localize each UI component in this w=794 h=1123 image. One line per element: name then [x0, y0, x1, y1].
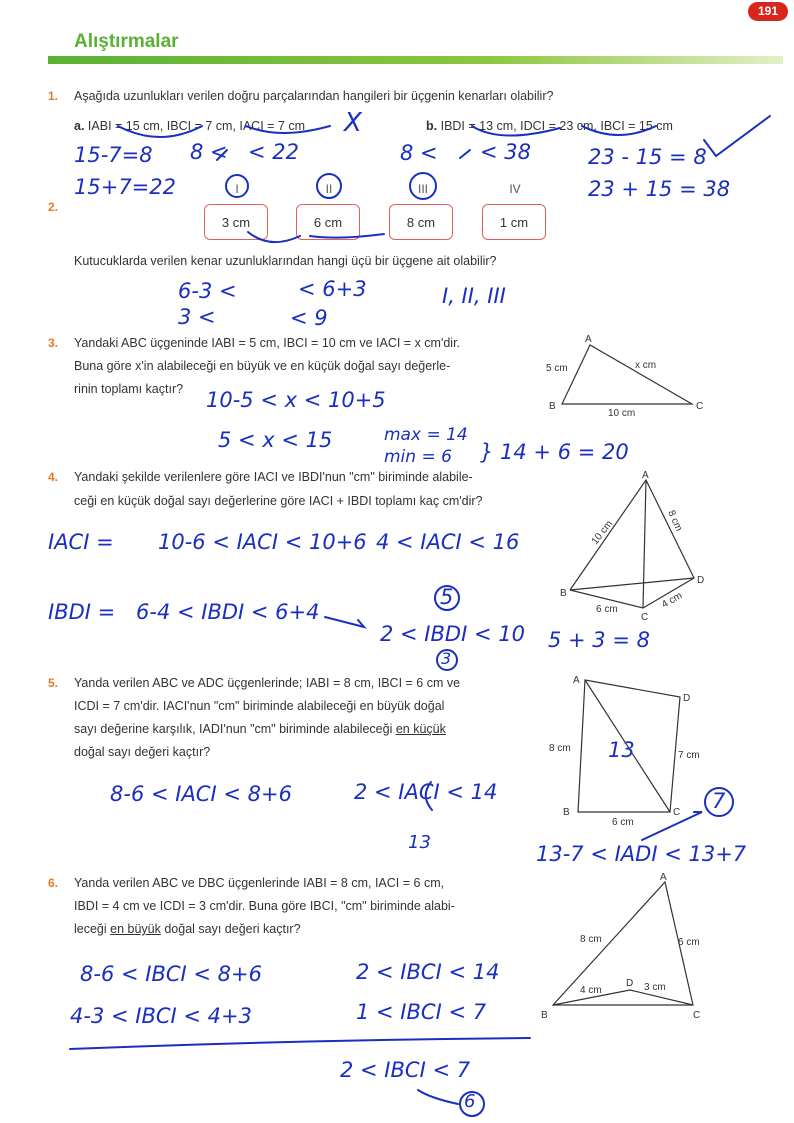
- figure-q3-triangle: [546, 334, 703, 419]
- handwritten-37: 1 < IBCI < 7: [356, 1000, 487, 1024]
- ink-arc-b1: [472, 126, 560, 136]
- question-number-1: 1.: [48, 89, 59, 103]
- q3-vertex-b: B: [549, 401, 556, 412]
- question-6-line-3-text: leceği: [74, 922, 111, 936]
- q3-vertex-a: A: [585, 334, 592, 345]
- q4-vertex-b: B: [560, 588, 567, 599]
- box-roman-3: III: [417, 182, 428, 196]
- q5-side-bc: 6 cm: [612, 817, 634, 828]
- page-number-badge: 191: [748, 2, 788, 21]
- question-number-3: 3.: [48, 336, 59, 350]
- length-box-4: 1 cm: [482, 204, 546, 240]
- emphasis-en-kucuk: en küçük: [395, 722, 446, 736]
- ink-arc-a1: [118, 126, 202, 137]
- handwritten-18: } 14 + 6 = 20: [480, 440, 629, 464]
- question-number-4: 4.: [48, 470, 59, 484]
- handwritten-13: I, II, III: [442, 284, 506, 308]
- q5-vertex-d: D: [683, 693, 691, 704]
- ink-arc-q2a: [248, 232, 300, 242]
- box-roman-1: I: [235, 182, 239, 196]
- handwritten-25: 2 < IBDI < 10: [380, 622, 525, 646]
- handwritten-12: < 9: [290, 306, 328, 330]
- handwritten-34: 8-6 < IBCI < 8+6: [80, 962, 262, 986]
- handwritten-9: 6-3 <: [178, 279, 237, 303]
- handwritten-11: 3 <: [178, 305, 216, 329]
- length-box-1: 3 cm: [204, 204, 268, 240]
- handwritten-3: < 22: [248, 140, 299, 164]
- q4-segment-ac: [643, 480, 646, 608]
- handwritten-31: 13: [608, 738, 635, 762]
- question-3-line-3: rinin toplamı kaçtır?: [74, 382, 184, 396]
- handwritten-17: min = 6: [384, 447, 452, 467]
- ink-arc-a2: [246, 126, 330, 133]
- handwritten-19: IACI =: [48, 530, 114, 554]
- q6-vertex-a: A: [660, 872, 667, 883]
- q3-side-ac: x cm: [635, 360, 657, 371]
- handwritten-6: < 38: [480, 140, 531, 164]
- ink-circle-ii: [317, 174, 341, 198]
- question-5-line-2: ICDI = 7 cm'dir. IACI'nun "cm" biriminde alabileceği en büyük doğal: [74, 699, 445, 713]
- handwritten-36: 4-3 < IBCI < 4+3: [70, 1004, 252, 1028]
- ink-arc-q2b: [310, 234, 384, 238]
- question-5-line-1: Yanda verilen ABC ve ADC üçgenlerinde; IABI = 8 cm, IBCI = 6 cm ve: [74, 676, 461, 690]
- handwritten-35: 2 < IBCI < 14: [356, 960, 500, 984]
- handwritten-27: 5 + 3 = 8: [548, 628, 650, 652]
- handwritten-30: 13: [408, 832, 431, 853]
- question-number-6: 6.: [48, 876, 59, 890]
- handwritten-32: 13-7 < IADI < 13+7: [536, 842, 747, 866]
- question-6-line-1: Yanda verilen ABC ve DBC üçgenlerinde IABI = 8 cm, IACI = 6 cm,: [74, 876, 445, 890]
- figure-q4: [560, 470, 704, 623]
- handwritten-21: 4 < IACI < 16: [376, 530, 520, 554]
- emphasis-en-buyuk: en büyük: [110, 922, 161, 936]
- q4-vertex-c: C: [641, 612, 649, 623]
- question-4-line-1: Yandaki şekilde verilenlere göre IACI ve IBDI'nun "cm" biriminde alabile-: [74, 470, 473, 484]
- handwritten-16: max = 14: [384, 425, 468, 445]
- handwritten-8: 23 + 15 = 38: [588, 177, 731, 201]
- q4-segment-bd: [570, 578, 694, 590]
- ink-arrow-2: [460, 150, 470, 158]
- question-5-line-4: doğal sayı değeri kaçtır?: [74, 745, 211, 759]
- q6-side-ab: 8 cm: [580, 934, 602, 945]
- handwritten-20: 10-6 < IACI < 10+6: [158, 530, 367, 554]
- handwritten-24: 6-4 < IBDI < 6+4: [136, 600, 320, 624]
- q3-side-ab: 5 cm: [546, 363, 568, 374]
- q6-vertex-b: B: [541, 1010, 548, 1021]
- handwritten-15: 5 < x < 15: [218, 428, 333, 452]
- q4-side-cd: 4 cm: [660, 590, 685, 611]
- box-roman-2: II: [325, 182, 333, 196]
- q4-side-ab: 10 cm: [589, 518, 616, 547]
- question-4-line-2: ceği en küçük doğal sayı değerlerine göre IACI + IBDI toplamı kaç cm'dir?: [74, 494, 483, 508]
- box-roman-4: IV: [509, 182, 521, 196]
- handwritten-38: 2 < IBCI < 7: [340, 1058, 471, 1082]
- ink-circle-iii: [410, 173, 436, 199]
- question-number-5: 5.: [48, 676, 59, 690]
- length-box-2: 6 cm: [296, 204, 360, 240]
- q4-side-bc: 6 cm: [596, 604, 618, 615]
- question-3-line-1: Yandaki ABC üçgeninde IABI = 5 cm, IBCI = 10 cm ve IACI = x cm'dir.: [74, 336, 461, 350]
- q6-side-ac: 6 cm: [678, 937, 700, 948]
- handwritten-5: 8 <: [400, 141, 438, 165]
- option-a-text: IABI = 15 cm, IBCI = 7 cm, IACI = 7 cm: [87, 119, 306, 133]
- q6-side-bd: 4 cm: [580, 985, 602, 996]
- handwritten-2: 8 <: [190, 140, 228, 164]
- handwritten-4: 15+7=22: [74, 175, 176, 199]
- ink-underline-q6: [70, 1038, 530, 1049]
- q4-vertex-d: D: [697, 575, 705, 586]
- q6-vertex-c: C: [693, 1010, 701, 1021]
- handwritten-33: 7: [712, 789, 726, 813]
- q5-vertex-c: C: [673, 807, 681, 818]
- section-title: Alıştırmalar: [74, 31, 179, 52]
- figure-q6: [541, 872, 700, 1021]
- handwritten-7: 23 - 15 = 8: [588, 145, 707, 169]
- option-b-label: b.: [426, 119, 438, 133]
- q4-side-ad: 8 cm: [665, 508, 685, 534]
- q5-side-cd: 7 cm: [678, 750, 700, 761]
- q5-vertex-b: B: [563, 807, 570, 818]
- ink-arrow-q5: [642, 812, 702, 840]
- q6-side-dc: 3 cm: [644, 982, 666, 993]
- option-a-label: a.: [74, 119, 85, 133]
- ink-checkmark: [704, 116, 770, 156]
- handwritten-23: IBDI =: [48, 600, 116, 624]
- ink-circle-i: [226, 175, 248, 197]
- q6-vertex-d: D: [626, 978, 634, 989]
- q3-triangle-shape: [562, 345, 692, 404]
- q4-vertex-a: A: [642, 470, 649, 481]
- handwritten-28: 8-6 < IACI < 8+6: [110, 782, 292, 806]
- question-6-line-2: IBDI = 4 cm ve ICDI = 3 cm'dir. Buna göre IBCI, "cm" biriminde alabi-: [74, 899, 455, 913]
- q6-triangle-abc: [553, 882, 693, 1005]
- handwritten-14: 10-5 < x < 10+5: [206, 388, 386, 412]
- question-5-line-3-text: sayı değerine karşılık, IADI'nun "cm" biriminde alabileceği: [74, 722, 396, 736]
- handwritten-29: 2 < IACI < 14: [354, 780, 498, 804]
- question-6-line-3-end: doğal sayı değeri kaçtır?: [160, 922, 301, 936]
- handwritten-39: 6: [464, 1091, 476, 1112]
- handwritten-22: 5: [440, 585, 454, 609]
- question-number-2: 2.: [48, 200, 59, 214]
- question-1-text: Aşağıda uzunlukları verilen doğru parçalarından hangileri bir üçgenin kenarları olabilir?: [74, 89, 554, 103]
- question-3-line-2: Buna göre x'in alabileceği en büyük ve en küçük doğal sayı değerle-: [74, 359, 451, 373]
- handwritten-10: < 6+3: [298, 277, 367, 301]
- handwritten-cross: X: [344, 108, 362, 138]
- q3-side-bc: 10 cm: [608, 408, 636, 419]
- ink-arrow-q4: [325, 617, 364, 627]
- length-box-3: 8 cm: [389, 204, 453, 240]
- q6-inner-bdc: [553, 990, 693, 1005]
- option-b-text: IBDI = 13 cm, IDCI = 23 cm, IBCI = 15 cm: [440, 119, 673, 133]
- q5-vertex-a: A: [573, 675, 580, 686]
- q5-side-ab: 8 cm: [549, 743, 571, 754]
- ink-arrow-q6: [418, 1090, 458, 1104]
- q3-vertex-c: C: [696, 401, 704, 412]
- ink-arc-b2: [582, 126, 656, 135]
- handwritten-26: 3: [441, 649, 452, 668]
- handwritten-1: 15-7=8: [74, 143, 153, 167]
- question-2-text: Kutucuklarda verilen kenar uzunluklarından hangi üçü bir üçgene ait olabilir?: [74, 254, 497, 268]
